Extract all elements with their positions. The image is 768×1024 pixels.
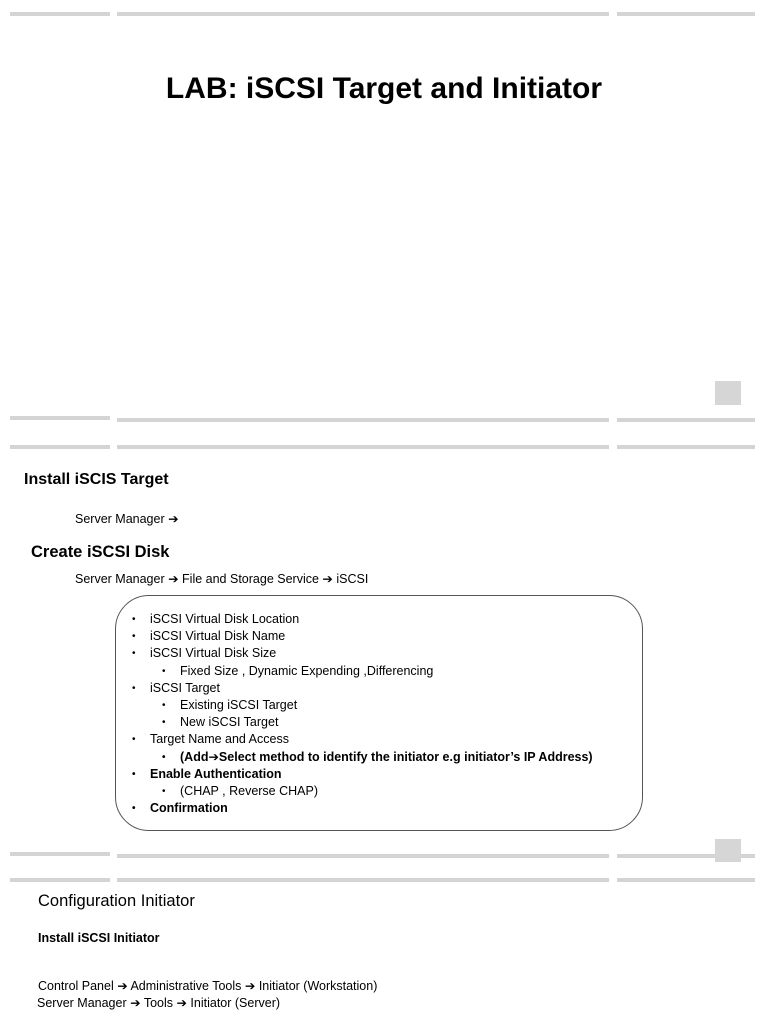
steps-list bbox=[132, 611, 593, 817]
install-target-path: Server Manager ➔ bbox=[75, 512, 179, 526]
footer-bar bbox=[617, 418, 755, 422]
slide-install-target bbox=[0, 425, 768, 862]
footer-bar bbox=[10, 416, 110, 420]
step-item: • Target Name and Access bbox=[132, 731, 593, 748]
step-item: • (Add➔Select method to identify the initiator e.g initiator’s IP Address) bbox=[132, 749, 593, 766]
initiator-path-server: Server Manager ➔ Tools ➔ Initiator (Server) bbox=[37, 996, 281, 1010]
install-target-heading: Install iSCIS Target bbox=[24, 471, 169, 488]
slide-title bbox=[0, 0, 768, 425]
step-item: • Confirmation bbox=[132, 800, 593, 817]
header-bar bbox=[117, 445, 609, 449]
header-bar bbox=[117, 878, 609, 882]
step-item: • iSCSI Target bbox=[132, 680, 593, 697]
footer-bar bbox=[117, 418, 609, 422]
step-item: • iSCSI Virtual Disk Name bbox=[132, 628, 593, 645]
step-item: • New iSCSI Target bbox=[132, 714, 593, 731]
slide-corner-marker bbox=[715, 839, 741, 862]
header-bar bbox=[10, 12, 110, 16]
header-bar bbox=[117, 12, 609, 16]
create-disk-path: Server Manager ➔ File and Storage Service ➔ iSCSI bbox=[75, 572, 369, 586]
footer-bar bbox=[10, 852, 110, 856]
slide-initiator bbox=[0, 862, 768, 1024]
steps-box bbox=[115, 595, 643, 831]
step-item: • Enable Authentication bbox=[132, 766, 593, 783]
step-item: • iSCSI Virtual Disk Size bbox=[132, 645, 593, 662]
install-initiator-heading: Install iSCSI Initiator bbox=[38, 931, 160, 945]
header-bar bbox=[10, 445, 110, 449]
configuration-heading: Configuration Initiator bbox=[38, 892, 195, 910]
header-bar bbox=[617, 878, 755, 882]
page-title: LAB: iSCSI Target and Initiator bbox=[165, 72, 603, 105]
step-item: • Fixed Size , Dynamic Expending ,Differencing bbox=[132, 663, 593, 680]
header-bar bbox=[10, 878, 110, 882]
footer-bar bbox=[117, 854, 609, 858]
initiator-path-workstation: Control Panel ➔ Administrative Tools ➔ Initiator (Workstation) bbox=[38, 979, 378, 993]
slide-corner-marker bbox=[715, 381, 741, 405]
header-bar bbox=[617, 12, 755, 16]
step-item: • (CHAP , Reverse CHAP) bbox=[132, 783, 593, 800]
step-item: • Existing iSCSI Target bbox=[132, 697, 593, 714]
step-item: • iSCSI Virtual Disk Location bbox=[132, 611, 593, 628]
create-disk-heading: Create iSCSI Disk bbox=[31, 543, 170, 561]
header-bar bbox=[617, 445, 755, 449]
